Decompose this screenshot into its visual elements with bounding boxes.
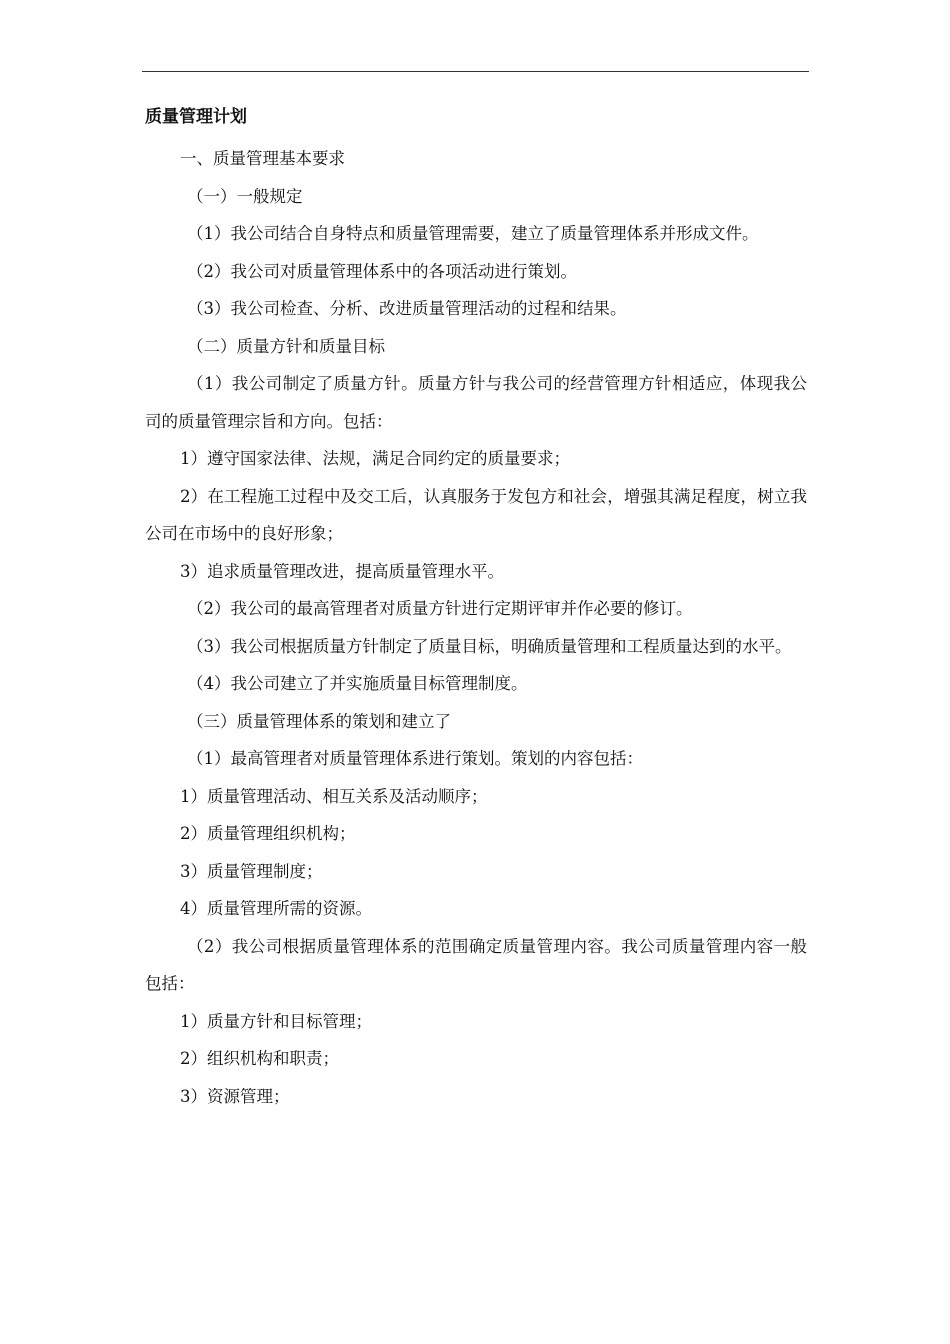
paragraph: （1）我公司制定了质量方针。质量方针与我公司的经营管理方针相适应，体现我公司的质量管理宗旨和方向。包括： <box>145 374 807 431</box>
paragraph: （1）我公司结合自身特点和质量管理需要，建立了质量管理体系并形成文件。 <box>187 224 759 243</box>
paragraph: （1）最高管理者对质量管理体系进行策划。策划的内容包括： <box>187 749 643 768</box>
header-rule <box>142 71 809 72</box>
paragraph: （4）我公司建立了并实施质量目标管理制度。 <box>187 674 528 693</box>
paragraph: 3）资源管理； <box>180 1086 290 1106</box>
paragraph: 2）在工程施工过程中及交工后，认真服务于发包方和社会，增强其满足程度，树立我公司在市场中的良好形象； <box>145 486 807 543</box>
paragraph: 3）质量管理制度； <box>180 861 323 881</box>
paragraph: 一、质量管理基本要求 <box>180 149 345 168</box>
paragraph: 2）质量管理组织机构； <box>180 824 356 843</box>
paragraph: 1）质量方针和目标管理； <box>180 1011 372 1031</box>
paragraph: 4）质量管理所需的资源。 <box>180 899 372 918</box>
paragraph: （3）我公司检查、分析、改进质量管理活动的过程和结果。 <box>187 299 627 318</box>
paragraph: （一）一般规定 <box>187 186 303 206</box>
paragraph: 2）组织机构和职责； <box>180 1049 339 1068</box>
paragraph: 3）追求质量管理改进，提高质量管理水平。 <box>180 561 504 581</box>
paragraph: （二）质量方针和质量目标 <box>187 336 385 356</box>
paragraph: （2）我公司根据质量管理体系的范围确定质量管理内容。我公司质量管理内容一般包括： <box>145 936 807 993</box>
document-body <box>145 140 807 1115</box>
paragraph: 1）质量管理活动、相互关系及活动顺序； <box>180 786 488 806</box>
paragraph: （2）我公司对质量管理体系中的各项活动进行策划。 <box>187 261 577 281</box>
document-title: 质量管理计划 <box>145 107 247 127</box>
paragraph: （三）质量管理体系的策划和建立了 <box>187 711 451 731</box>
paragraph: （3）我公司根据质量方针制定了质量目标，明确质量管理和工程质量达到的水平。 <box>187 636 792 656</box>
paragraph: （2）我公司的最高管理者对质量方针进行定期评审并作必要的修订。 <box>187 599 693 618</box>
paragraph: 1）遵守国家法律、法规，满足合同约定的质量要求； <box>180 449 570 468</box>
